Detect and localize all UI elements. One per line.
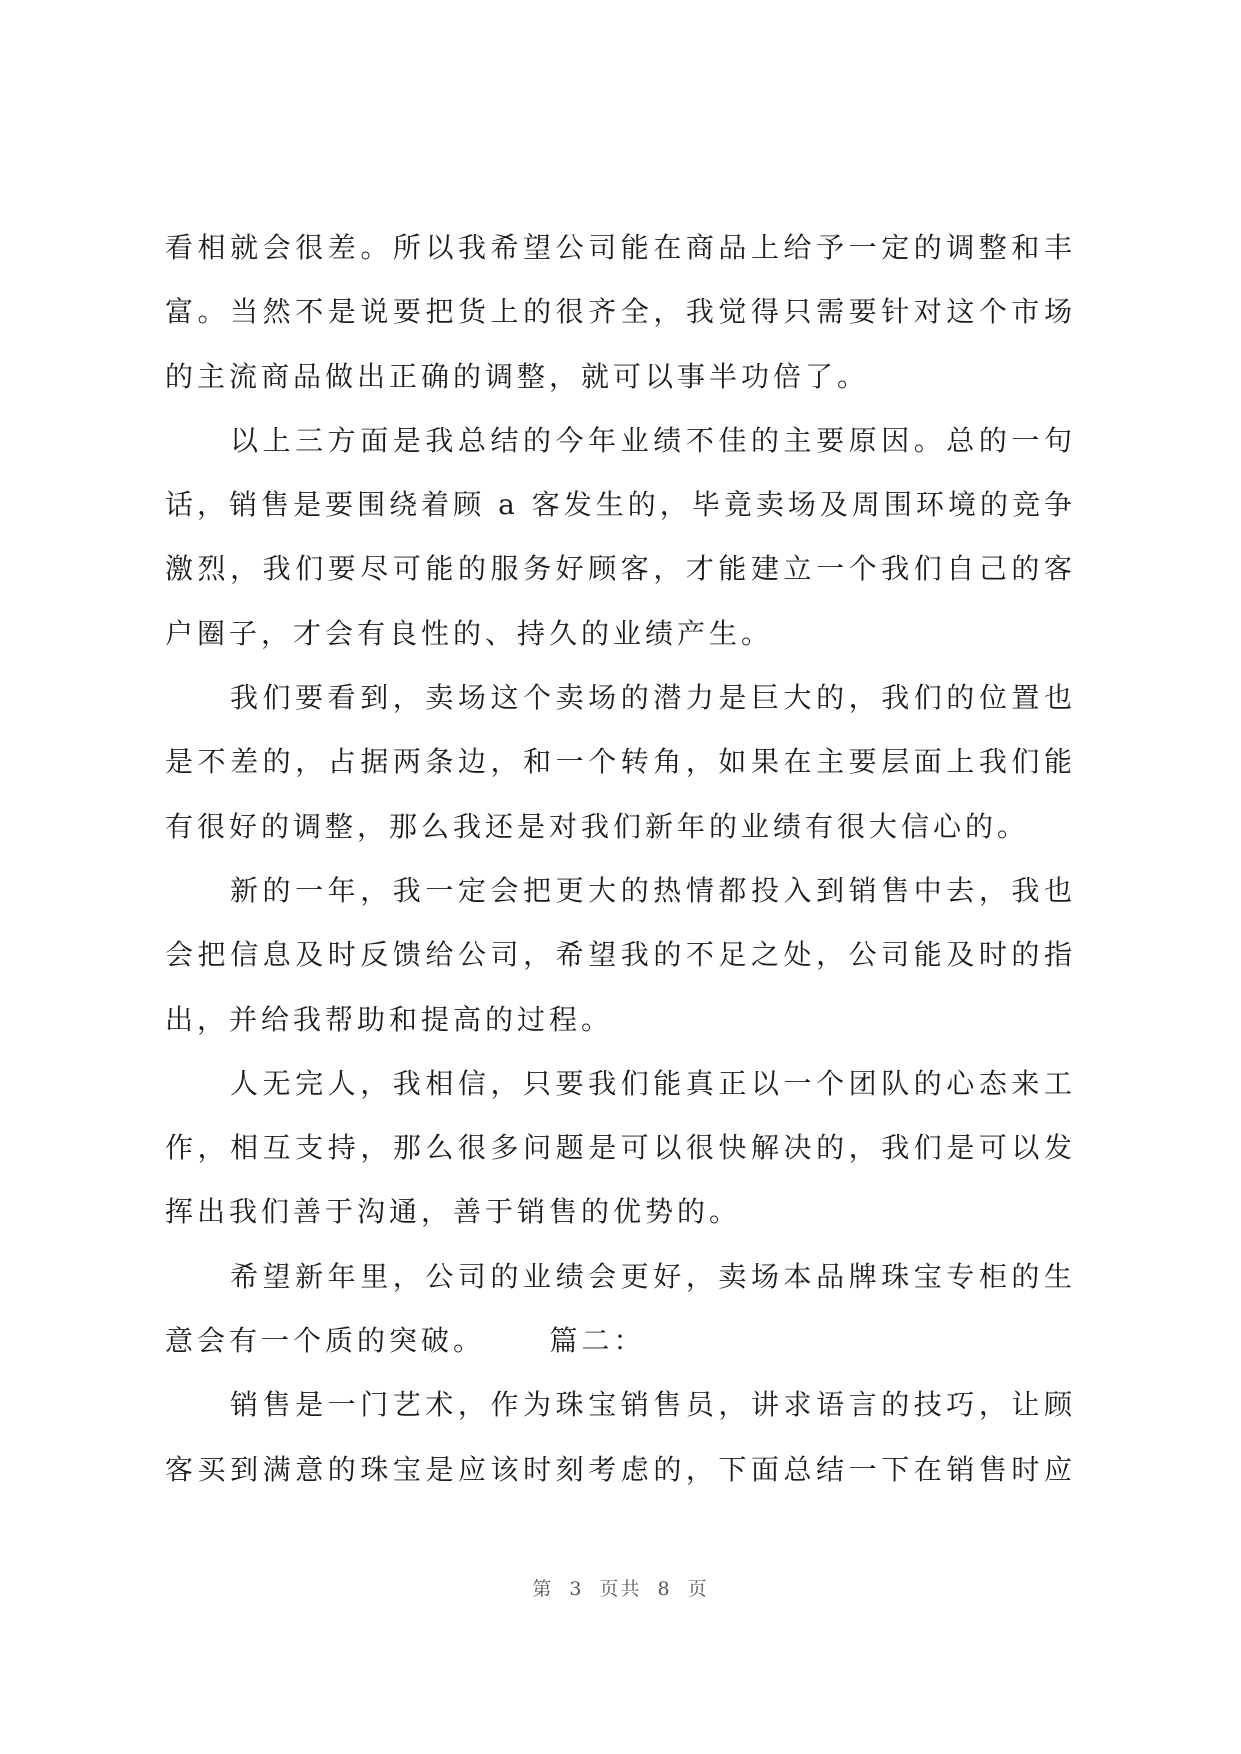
paragraph [165,216,1076,409]
text-line: 会把信息及时反馈给公司，希望我的不足之处，公司能及时的指 [165,938,1076,972]
text-line: 是不差的，占据两条边，和一个转角，如果在主要层面上我们能 [165,745,1076,779]
paragraph [165,1373,1076,1502]
paragraph [165,409,1076,666]
text-line: 销售是一门艺术，作为珠宝销售员，讲求语言的技巧，让顾 [230,1388,1076,1422]
text-line: 激烈，我们要尽可能的服务好顾客，才能建立一个我们自己的客 [165,552,1076,586]
text-line: 富。当然不是说要把货上的很齐全，我觉得只需要针对这个市场 [165,295,1076,329]
paragraph [165,1052,1076,1245]
text-line: 看相就会很差。所以我希望公司能在商品上给予一定的调整和丰 [165,231,1076,264]
text-line: 意会有一个质的突破。 篇二： [165,1324,646,1358]
paragraph [165,1245,1076,1374]
paragraph [165,859,1076,1052]
text-line: 有很好的调整，那么我还是对我们新年的业绩有很大信心的。 [165,809,1030,843]
text-line: 的主流商品做出正确的调整，就可以事半功倍了。 [165,359,870,393]
document-body [165,216,1076,1502]
text-line: 我们要看到，卖场这个卖场的潜力是巨大的，我们的位置也 [230,681,1076,715]
text-line: 挥出我们善于沟通，善于销售的优势的。 [165,1195,742,1229]
text-line: 人无完人，我相信，只要我们能真正以一个团队的心态来工 [230,1066,1076,1100]
text-line: 以上三方面是我总结的今年业绩不佳的主要原因。总的一句 [230,423,1076,457]
paragraph [165,666,1076,859]
text-line: 话，销售是要围绕着顾 a 客发生的，毕竟卖场及周围环境的竞争 [165,488,1076,522]
page-number: 第 3 页共 8 页 [532,1578,709,1600]
text-line: 出，并给我帮助和提高的过程。 [165,1002,614,1036]
text-line: 户圈子，才会有良性的、持久的业绩产生。 [165,616,774,650]
text-line: 作，相互支持，那么很多问题是可以很快解决的，我们是可以发 [165,1131,1076,1165]
text-line: 新的一年，我一定会把更大的热情都投入到销售中去，我也 [230,873,1076,907]
text-line: 希望新年里，公司的业绩会更好，卖场本品牌珠宝专柜的生 [230,1259,1076,1293]
text-line: 客买到满意的珠宝是应该时刻考虑的，下面总结一下在销售时应 [165,1452,1076,1486]
